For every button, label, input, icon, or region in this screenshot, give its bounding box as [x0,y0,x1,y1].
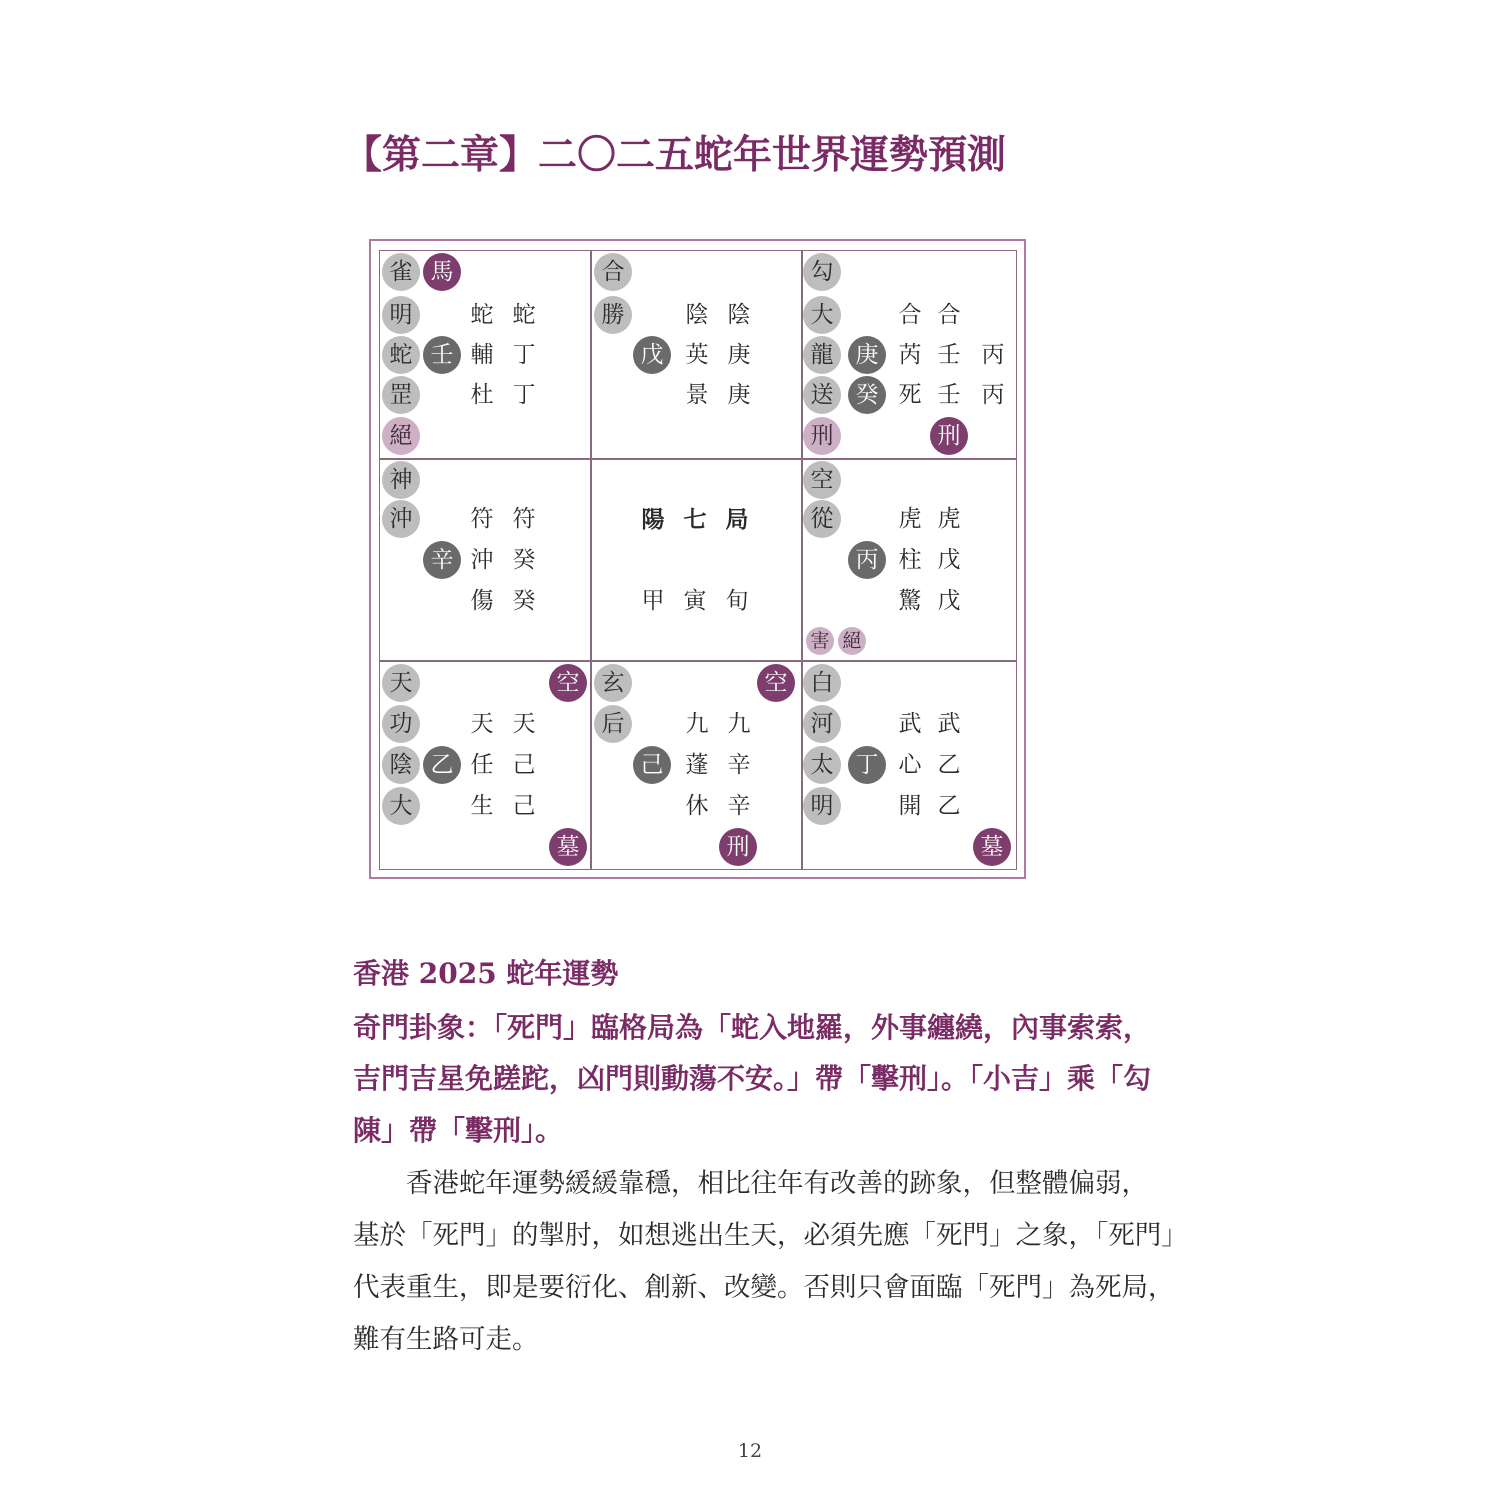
nw-r0-c0: 蛇 [470,302,494,328]
e-bottom-badge-0: 害 [806,627,834,655]
ne-r2-c2: 丙 [981,382,1005,408]
e-left-0: 空 [803,461,841,499]
s-r2-c0: 休 [685,793,709,819]
s-left-1: 后 [594,705,632,743]
body-line-3: 代表重生，即是要衍化、創新、改變。否則只會面臨「死門」為死局， [353,1272,1175,1303]
w-left-1: 沖 [382,500,420,538]
s-bottom-badge: 刑 [719,828,757,866]
ne-r1-c0: 芮 [898,342,922,368]
ne-left-0: 勾 [803,253,841,291]
body-line-2: 基於「死門」的掣肘，如想逃出生天，必須先應「死門」之象，「死門」 [353,1220,1188,1251]
center-r1-c2: 旬 [725,588,749,614]
e-r2-c0: 驚 [898,588,922,614]
s-r1-c0: 蓬 [685,752,709,778]
chart-divider-v2 [801,250,803,870]
se-r2-c0: 開 [898,793,922,819]
n-r1-c1: 庚 [727,342,751,368]
ne-left-4: 刑 [803,417,841,455]
e-r0-c0: 虎 [898,506,922,532]
n-left-0: 合 [594,253,632,291]
nw-r1-c1: 丁 [512,342,536,368]
n-r2-c1: 庚 [727,382,751,408]
s-r0-c1: 九 [727,711,751,737]
ne-badge: 刑 [930,417,968,455]
se-left-3: 明 [803,787,841,825]
se-r1-c0: 心 [898,752,922,778]
center-r0-c0: 陽 [641,506,665,533]
e-bottom-badge-1: 絕 [838,627,866,655]
e-r1-c1: 戊 [937,547,961,573]
center-r1-c1: 寅 [683,588,707,614]
s-r2-c1: 辛 [727,793,751,819]
w-r1-c1: 癸 [512,547,536,573]
ne-stem-1: 癸 [848,376,886,414]
w-stem: 辛 [423,541,461,579]
e-r2-c1: 戊 [937,588,961,614]
chapter-title: 【第二章】二〇二五蛇年世界運勢預測 [343,132,1007,178]
sw-left-2: 陰 [382,746,420,784]
e-left-1: 從 [803,500,841,538]
ne-r0-c1: 合 [937,302,961,328]
e-r1-c0: 柱 [898,547,922,573]
nw-stem: 壬 [423,336,461,374]
se-r2-c1: 乙 [937,793,961,819]
se-left-1: 河 [803,705,841,743]
section-heading: 香港 2025 蛇年運勢 [353,957,619,990]
w-r0-c0: 符 [470,506,494,532]
n-r1-c0: 英 [685,342,709,368]
center-r1-c0: 甲 [641,588,665,614]
s-r1-c1: 辛 [727,752,751,778]
body-line-1: 香港蛇年運勢緩緩靠穩，相比往年有改善的跡象，但整體偏弱， [353,1168,1148,1199]
w-r2-c1: 癸 [512,588,536,614]
ne-r0-c0: 合 [898,302,922,328]
ne-left-1: 大 [803,296,841,334]
n-r0-c0: 陰 [685,302,709,328]
ne-left-2: 龍 [803,336,841,374]
s-r0-c0: 九 [685,711,709,737]
ne-stem-0: 庚 [848,336,886,374]
n-left-1: 勝 [594,296,632,334]
nw-r1-c0: 輔 [470,342,494,368]
se-r1-c1: 乙 [937,752,961,778]
ne-r1-c1: 壬 [937,342,961,368]
se-bottom-badge: 墓 [973,828,1011,866]
sw-r0-c0: 天 [470,711,494,737]
sw-top-badge: 空 [549,664,587,702]
center-r0-c1: 七 [683,506,707,533]
sw-r2-c0: 生 [470,793,494,819]
nw-r2-c1: 丁 [512,382,536,408]
nw-left-1: 明 [382,296,420,334]
se-left-2: 太 [803,746,841,784]
nw-badge: 馬 [423,253,461,291]
w-r2-c0: 傷 [470,588,494,614]
sw-left-0: 天 [382,664,420,702]
sw-left-1: 功 [382,705,420,743]
ne-r2-c1: 壬 [937,382,961,408]
se-r0-c1: 武 [937,711,961,737]
e-r0-c1: 虎 [937,506,961,532]
s-stem: 己 [633,746,671,784]
chart-divider-v1 [590,250,592,870]
page-number: 12 [737,1440,763,1462]
n-r2-c0: 景 [685,382,709,408]
sw-r0-c1: 天 [512,711,536,737]
n-stem: 戊 [633,336,671,374]
highlight-line-3: 陳」帶「擊刑」。 [353,1114,564,1147]
n-r0-c1: 陰 [727,302,751,328]
highlight-line-1: 奇門卦象：「死門」臨格局為「蛇入地羅，外事纏繞，內事索索， [353,1011,1152,1044]
chart-divider-h1 [379,458,1017,460]
body-line-4: 難有生路可走。 [353,1324,539,1355]
e-stem: 丙 [848,541,886,579]
sw-r1-c1: 己 [512,752,536,778]
center-r0-c2: 局 [725,506,749,533]
nw-r0-c1: 蛇 [512,302,536,328]
sw-r1-c0: 任 [470,752,494,778]
ne-r1-c2: 丙 [981,342,1005,368]
s-top-badge: 空 [757,664,795,702]
highlight-line-2: 吉門吉星免蹉跎，凶門則動蕩不安。」帶「擊刑」。「小吉」乘「勾 [353,1062,1152,1095]
w-r0-c1: 符 [512,506,536,532]
se-left-0: 白 [803,664,841,702]
ne-r2-c0: 死 [898,382,922,408]
w-r1-c0: 沖 [470,547,494,573]
sw-left-3: 大 [382,787,420,825]
chart-divider-h2 [379,660,1017,662]
sw-bottom-badge: 墓 [549,828,587,866]
nw-left-2: 蛇 [382,336,420,374]
se-stem: 丁 [848,746,886,784]
nw-r2-c0: 杜 [470,382,494,408]
nw-left-0: 雀 [382,253,420,291]
ne-left-3: 送 [803,376,841,414]
se-r0-c0: 武 [898,711,922,737]
sw-stem: 乙 [423,746,461,784]
nw-left-3: 罡 [382,376,420,414]
nw-left-4: 絕 [382,417,420,455]
sw-r2-c1: 己 [512,793,536,819]
s-left-0: 玄 [594,664,632,702]
w-left-0: 神 [382,461,420,499]
